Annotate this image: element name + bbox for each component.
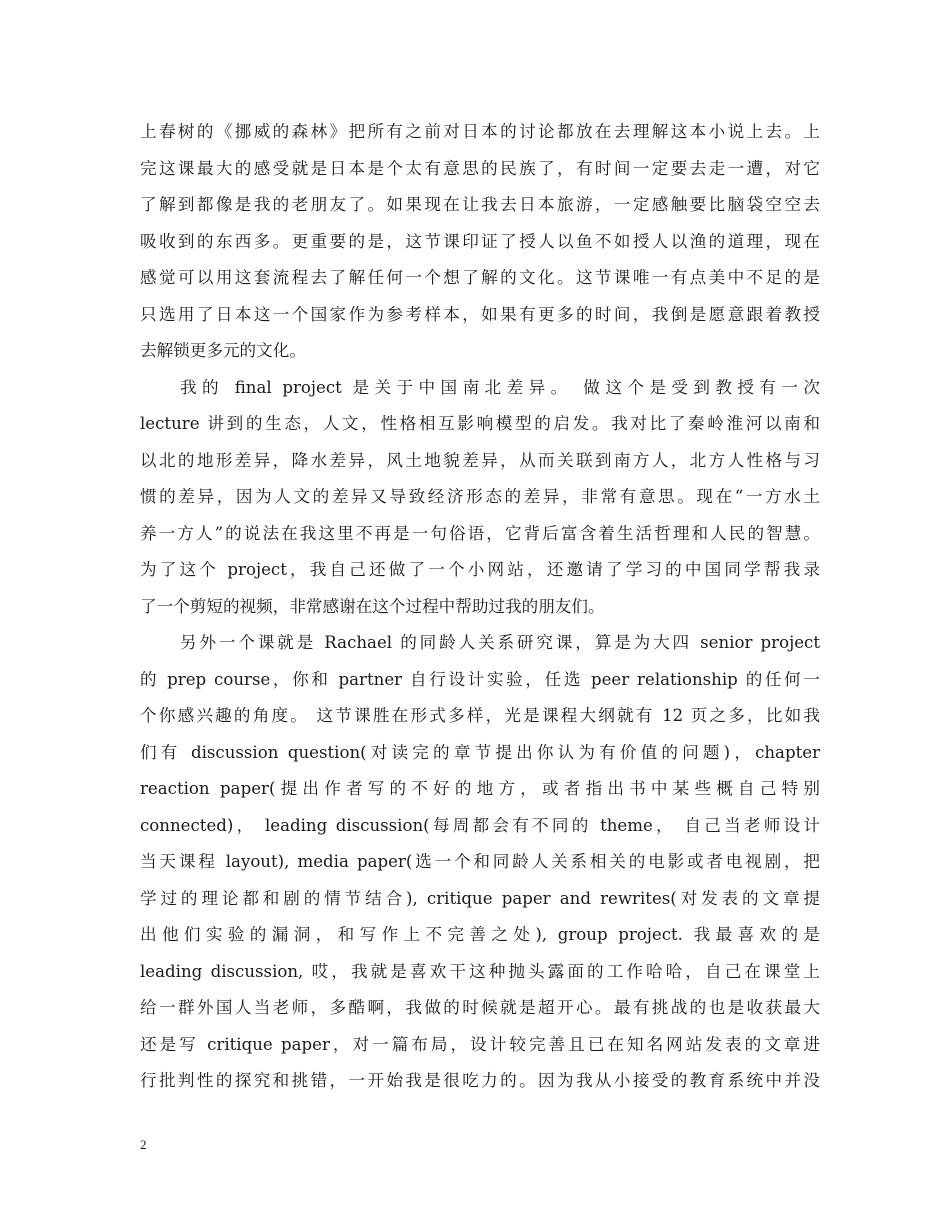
text-line: 以北的地形差异，降水差异，风土地貌差异，从而关联到南方人，北方人性格与习 bbox=[140, 450, 820, 470]
text-line: 惯的差异，因为人文的差异又导致经济形态的差异，非常有意思。现在“一方水土 bbox=[140, 487, 820, 506]
text-line: 上春树的《挪威的森林》把所有之前对日本的讨论都放在去理解这本小说上去。上 bbox=[140, 122, 820, 141]
text-line: lecture 讲到的生态，人文，性格相互影响模型的启发。我对比了秦岭淮河以南和 bbox=[140, 414, 820, 433]
text-line: 给一群外国人当老师，多酷啊，我做的时候就是超开心。最有挑战的也是收获最大 bbox=[140, 998, 820, 1017]
text-line: 了解到都像是我的老朋友了。如果现在让我去日本旅游，一定感触要比脑袋空空去 bbox=[140, 195, 820, 214]
paragraph-2 bbox=[140, 370, 820, 626]
text-line: 完这课最大的感受就是日本是个太有意思的民族了，有时间一定要去走一遭，对它 bbox=[140, 158, 820, 178]
paragraph-1 bbox=[140, 114, 820, 370]
text-line: 了一个剪短的视频，非常感谢在这个过程中帮助过我的朋友们。 bbox=[140, 596, 605, 616]
text-line: 养一方人”的说法在我这里不再是一句俗语，它背后富含着生活哲理和人民的智慧。 bbox=[140, 523, 820, 543]
text-line: connected)， leading discussion(每周都会有不同的 theme， 自己当老师设计 bbox=[140, 815, 820, 835]
text-line: 当天课程 layout), media paper(选一个和同龄人关系相关的电影或者电视剧，把 bbox=[140, 852, 820, 871]
text-line: 个你感兴趣的角度。 这节课胜在形式多样，光是课程大纲就有 12 页之多，比如我 bbox=[140, 706, 820, 725]
text-line: 为了这个 project，我自己还做了一个小网站，还邀请了学习的中国同学帮我录 bbox=[140, 560, 820, 579]
text-line: 我的 final project 是关于中国南北差异。 做这个是受到教授有一次 bbox=[180, 377, 820, 397]
text-line: 去解锁更多元的文化。 bbox=[140, 341, 306, 360]
text-line: 另外一个课就是 Rachael 的同龄人关系研究课，算是为大四 senior project bbox=[180, 633, 820, 652]
text-line: 们有 discussion question(对读完的章节提出你认为有价值的问题)，chapter bbox=[140, 742, 820, 762]
paragraph-3 bbox=[140, 625, 820, 1100]
text-line: 还是写 critique paper，对一篇布局，设计较完善且已在知名网站发表的文章进 bbox=[140, 1034, 820, 1054]
page-number: 2 bbox=[140, 1137, 147, 1152]
text-line: 行批判性的探究和挑错，一开始我是很吃力的。因为我从小接受的教育系统中并没 bbox=[140, 1071, 820, 1090]
document-body bbox=[140, 114, 820, 1100]
text-line: 出他们实验的漏洞，和写作上不完善之处), group project. 我最喜欢的是 bbox=[140, 925, 820, 944]
text-line: 学过的理论都和剧的情节结合), critique paper and rewrites(对发表的文章提 bbox=[140, 888, 820, 908]
text-line: 只选用了日本这一个国家作为参考样本，如果有更多的时间，我倒是愿意跟着教授 bbox=[140, 304, 820, 324]
text-line: 的 prep course，你和 partner 自行设计实验，任选 peer relationship 的任何一 bbox=[140, 669, 820, 689]
text-line: leading discussion, 哎，我就是喜欢干这种抛头露面的工作哈哈，自己在课堂上 bbox=[140, 961, 820, 981]
text-line: reaction paper(提出作者写的不好的地方，或者指出书中某些概自己特别 bbox=[140, 779, 820, 798]
text-line: 感觉可以用这套流程去了解任何一个想了解的文化。这节课唯一有点美中不足的是 bbox=[140, 268, 820, 287]
text-line: 吸收到的东西多。更重要的是，这节课印证了授人以鱼不如授人以渔的道理，现在 bbox=[140, 231, 820, 251]
